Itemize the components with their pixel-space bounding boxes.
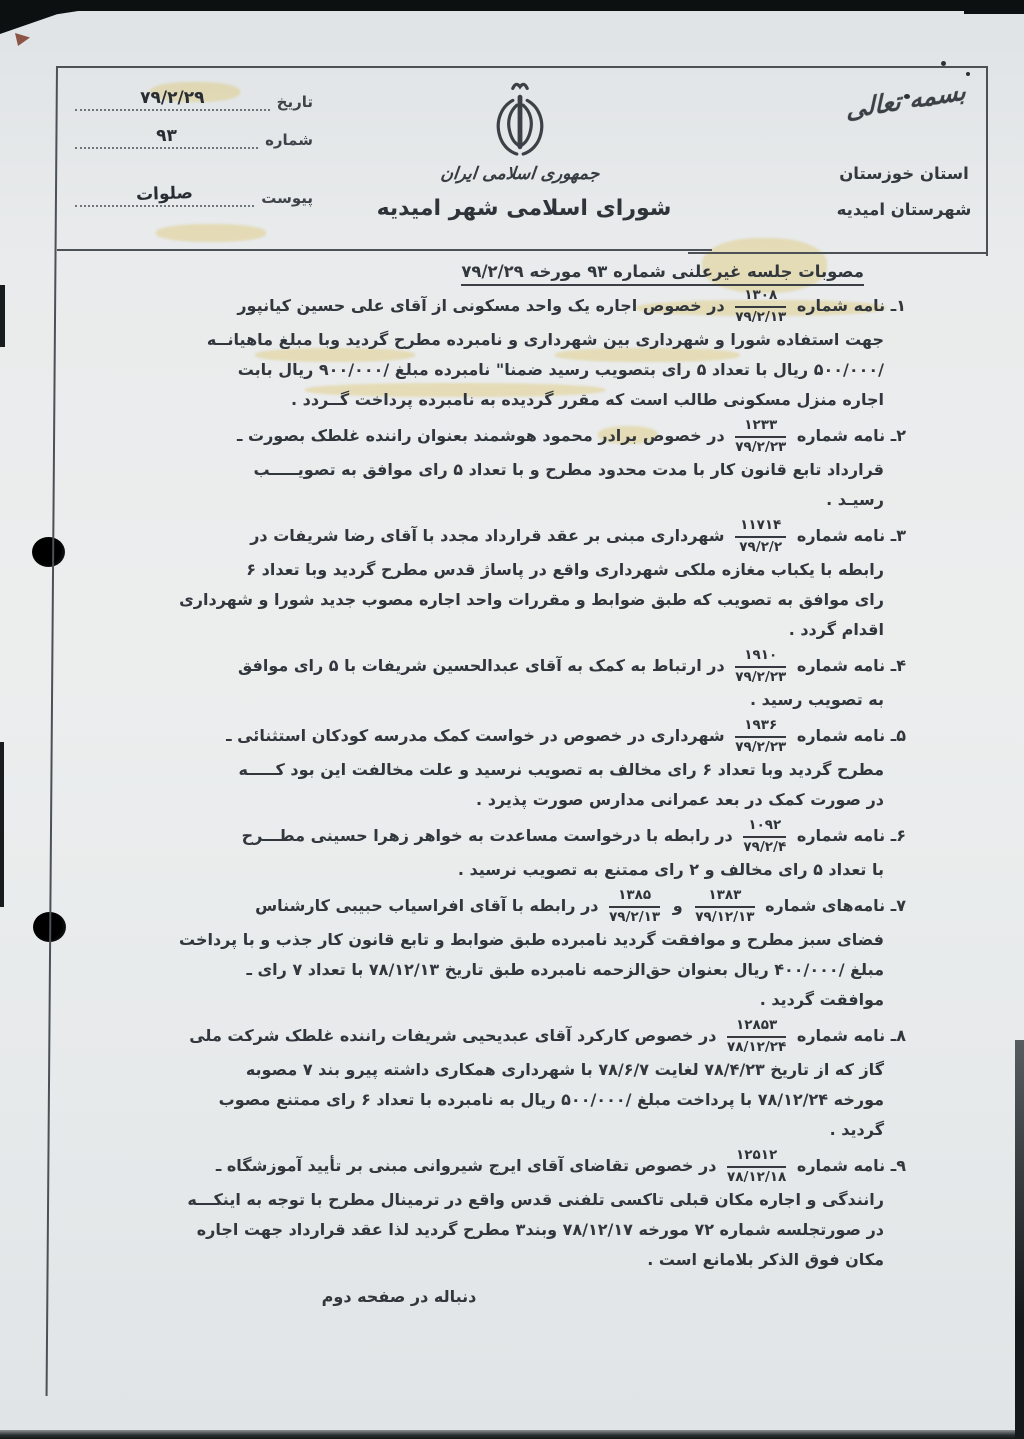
meta-row-number	[75, 126, 313, 149]
item-text-line: به تصویب رسید .	[750, 690, 884, 709]
item-text-line: اقدام گردد .	[788, 620, 884, 639]
item-text: در ارتباط به کمک به آقای عبدالحسین شریفات با ۵ رای موافق	[237, 656, 731, 675]
letter-number-over-date: $\frac{۱۱۷۱۴}{۷۹/۲/۲}$	[735, 519, 786, 554]
item-text-line: گردید .	[829, 1120, 884, 1139]
item-text-line: مکان فوق الذکر بلامانع است .	[647, 1250, 884, 1269]
item-number-prefix: ۸ـ نامه شماره	[791, 1026, 906, 1045]
scan-edge-right	[1015, 1040, 1024, 1439]
letter-number-over-date: $\frac{۱۲۵۱۲}{۷۸/۱۲/۱۸}$	[726, 1147, 787, 1185]
item-text: در خصوص کارکرد آقای عبدیحیی شریفات راننده غلطک شرکت ملی	[189, 1026, 722, 1045]
minutes-title: مصوبات جلسه غیرعلنی شماره ۹۳ مورخه ۷۹/۲/۲۹	[100, 262, 864, 281]
letter-number-over-date: $\frac{۱۲۳۳}{۷۹/۲/۲۳}$	[735, 417, 787, 455]
item-text-line: رابطه با یکباب مغازه ملکی شهرداری واقع در پاساژ قدس مطرح گردید وبا تعداد ۶	[246, 560, 884, 579]
letter-reference-fractions	[730, 717, 791, 755]
item-first-line	[100, 887, 906, 925]
item-text-line: رسیـد .	[826, 490, 884, 509]
date-label: تاریخ	[276, 93, 313, 111]
item-text-line: رای موافق به تصویب که طبق ضوابط و مقررات واحد اجاره مصوب جدید شورا و شهرداری	[179, 590, 884, 609]
item-text: شهرداری مبنی بر عقد قرارداد مجدد با آقای رضا شریفات در	[250, 526, 731, 545]
item-text: شهرداری در خصوص در خواست کمک مدرسه کودکان استثنائی ـ	[226, 726, 731, 745]
letter-reference-fractions	[730, 417, 791, 455]
frame-rule-right	[986, 66, 988, 256]
frame-rule-left	[46, 66, 58, 1396]
letter-number-over-date: $\frac{۱۹۳۶}{۷۹/۲/۲۳}$	[735, 717, 787, 755]
hole-punch-top	[32, 537, 65, 567]
scan-edge-left-b	[0, 742, 4, 907]
item-number-prefix: ۶ـ نامه شماره	[791, 826, 906, 845]
letter-number-over-date: $\frac{۱۳۰۸}{۷۹/۲/۱۳}$	[735, 287, 787, 325]
letter-number-over-date: $\frac{۱۳۸۵}{۷۹/۲/۱۳}$	[609, 887, 661, 925]
letter-reference-fractions	[722, 1147, 791, 1185]
resolution-item	[100, 817, 906, 885]
item-text-line: جهت استفاده شورا و شهرداری بین شهرداری و نامبرده مطرح گردید وبا مبلغ ماهیانــه	[206, 330, 884, 349]
county-name: شهرستان امیدیه	[836, 200, 972, 219]
letter-number-over-date: $\frac{۱۹۱۰}{۷۹/۲/۲۳}$	[735, 647, 787, 685]
item-number-prefix: ۷ـ نامه‌های شماره	[759, 896, 906, 915]
highlight-mark	[156, 224, 266, 242]
attachment-label: پیوست	[261, 189, 313, 207]
bismillah-handwriting: بسمه تعالی	[846, 76, 966, 125]
scan-edge-left-a	[0, 285, 5, 347]
header-divider-a	[57, 249, 712, 251]
letter-reference-fractions	[722, 1017, 791, 1055]
letter-reference-fractions	[730, 287, 791, 325]
item-text-line: مطرح گردید وبا تعداد ۶ رای مخالف به تصویب نرسید و علت مخالفت این بود کـــــه	[238, 760, 884, 779]
resolution-item	[100, 1017, 906, 1145]
resolution-items	[100, 287, 906, 1275]
letter-number-over-date: $\frac{۱۲۸۵۳}{۷۸/۱۲/۲۴}$	[726, 1017, 787, 1055]
item-text: در رابطه با درخواست مساعدت به خواهر زهرا حسینی مطـــرح	[241, 826, 739, 845]
continued-note: دنباله در صفحه دوم	[321, 1287, 477, 1306]
meta-row-date	[75, 88, 313, 111]
scan-speck-red	[15, 33, 30, 46]
item-text-line: رانندگی و اجاره مکان قبلی تاکسی تلفنی قدس واقع در ترمینال مطرح با توجه به اینکـــه	[187, 1190, 884, 1209]
item-number-prefix: ۱ـ نامه شماره	[791, 296, 906, 315]
letter-number-over-date: $\frac{۱۳۸۳}{۷۹/۱۲/۱۳}$	[695, 887, 755, 925]
fraction-joiner: و	[667, 896, 689, 915]
resolution-item	[100, 887, 906, 1015]
item-text-line: قرارداد تابع قانون کار با مدت محدود مطرح و با تعداد ۵ رای موافق به تصویـــــب	[253, 460, 884, 479]
number-value: ۹۳	[75, 126, 258, 149]
item-first-line	[100, 417, 906, 455]
item-number-prefix: ۵ـ نامه شماره	[791, 726, 906, 745]
item-text-line: در صورت کمک در بعد عمرانی مدارس صورت پذیرد .	[476, 790, 884, 809]
iran-emblem-icon	[484, 78, 556, 170]
item-text-line: موافقت گردید .	[759, 990, 884, 1009]
item-first-line	[100, 1147, 906, 1185]
header-divider-b	[688, 252, 988, 254]
item-text-line: با تعداد ۵ رای مخالف و ۲ رای ممتنع به تصویب نرسید .	[457, 860, 884, 879]
item-first-line	[100, 717, 906, 755]
frame-rule-top	[57, 66, 988, 68]
resolution-item	[100, 417, 906, 515]
item-number-prefix: ۴ـ نامه شماره	[791, 656, 906, 675]
item-first-line	[100, 817, 906, 855]
item-text: در رابطه با آقای افراسیاب حبیبی کارشناس	[255, 896, 605, 915]
letter-number-over-date: $\frac{۱۰۹۲}{۷۹/۲/۴}$	[743, 817, 787, 855]
letter-reference-fractions	[738, 817, 791, 855]
item-text-line: اجاره منزل مسکونی طالب است که مقرر گردیده به نامبرده پرداخت گــردد .	[290, 390, 884, 409]
number-label: شماره	[265, 131, 313, 149]
resolution-item	[100, 647, 906, 715]
item-number-prefix: ۹ـ نامه شماره	[791, 1156, 906, 1175]
item-text: در خصوص برادر محمود هوشمند بعنوان راننده غلطک بصورت ـ	[236, 426, 731, 445]
council-title: شورای اسلامی شهر امیدیه	[376, 196, 672, 221]
item-text-line: گاز که از تاریخ ۷۸/۴/۲۳ لغایت ۷۸/۶/۷ با شهرداری همکاری داشته پیرو بند ۷ مصوبه	[245, 1060, 884, 1079]
letter-reference-fractions	[604, 887, 759, 925]
item-text-line: فضای سبز مطرح و موافقت گردید نامبرده طبق ضوابط و تابع قانون کار جذب و با پرداخت	[179, 930, 884, 949]
scan-edge-top	[0, 0, 1024, 11]
letter-reference-fractions	[730, 517, 791, 555]
document-body	[100, 262, 906, 1306]
resolution-item	[100, 287, 906, 415]
date-value: ۷۹/۲/۲۹	[75, 88, 270, 111]
item-first-line	[100, 517, 906, 555]
item-text: در خصوص اجاره یک واحد مسکونی از آقای علی حسین کیانپور	[237, 296, 731, 315]
scan-edge-top-right	[964, 0, 1024, 14]
item-number-prefix: ۳ـ نامه شماره	[791, 526, 906, 545]
resolution-item	[100, 1147, 906, 1275]
item-text-line: مورخه ۷۸/۱۲/۲۴ با پرداخت مبلغ /۵۰۰/۰۰۰ ریال به نامبرده با تعداد ۶ رای ممتنع مصوب	[218, 1090, 884, 1109]
attachment-value: صلوات	[75, 184, 254, 207]
meta-row-attachment	[75, 184, 313, 207]
item-text-line: در صورتجلسه شماره ۷۲ مورخه ۷۸/۱۲/۱۷ وبند۳ مطرح گردید لذا عقد قرارداد جهت اجاره	[196, 1220, 884, 1239]
province-name: استان خوزستان	[839, 164, 969, 183]
item-first-line	[100, 287, 906, 325]
item-first-line	[100, 1017, 906, 1055]
item-text-line: /۵۰۰/۰۰۰ ریال با تعداد ۵ رای بتصویب رسید ضمنا" نامبرده مبلغ /۹۰۰/۰۰۰ ریال بابت	[237, 360, 884, 379]
item-number-prefix: ۲ـ نامه شماره	[791, 426, 906, 445]
scan-edge-bottom	[0, 1430, 1024, 1439]
region-block	[828, 156, 980, 228]
letter-reference-fractions	[730, 647, 791, 685]
item-text-line: مبلغ /۴۰۰/۰۰۰ ریال بعنوان حق‌الزحمه نامبرده طبق تاریخ ۷۸/۱۲/۱۳ با تعداد ۷ رای ـ	[246, 960, 884, 979]
item-first-line	[100, 647, 906, 685]
republic-title: جمهوری اسلامی ایران	[439, 164, 601, 184]
resolution-item	[100, 517, 906, 645]
item-text: در خصوص تقاضای آقای ایرج شیروانی مبنی بر تأیید آموزشگاه ـ	[215, 1156, 722, 1175]
resolution-item	[100, 717, 906, 815]
